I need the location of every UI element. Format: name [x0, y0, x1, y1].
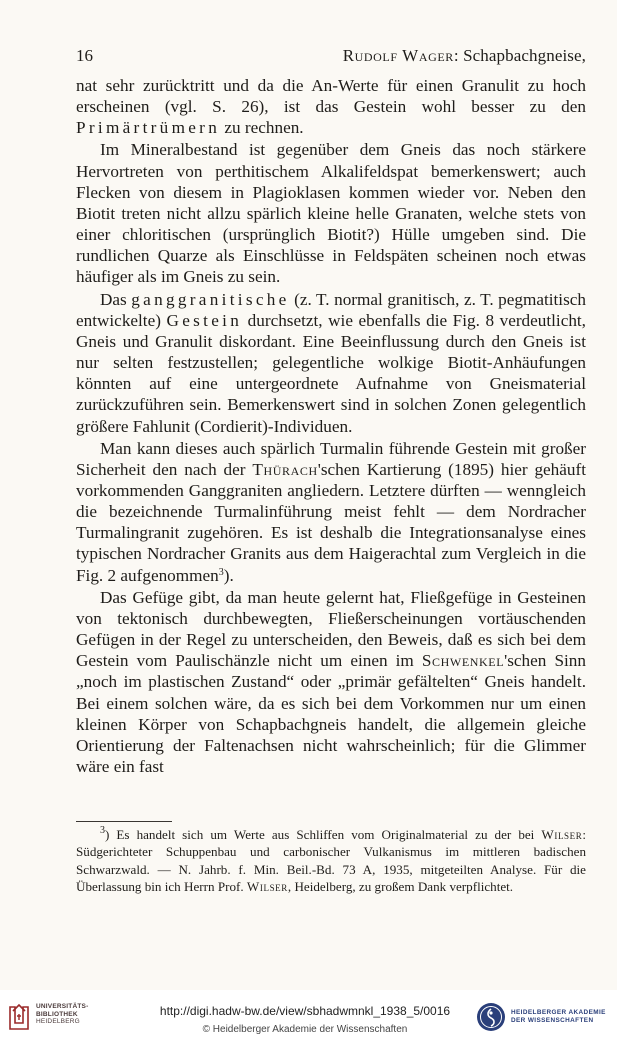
text-run: nat sehr zurücktritt und da die An-Werte für einen Granulit zu hoch erscheinen (vgl. S. 26), ist das Gestein wohl besser zu den — [76, 76, 586, 117]
text-run: 'schen Sinn „noch im plastischen Zustand“ oder „primär gefältelten“ Gneis handelt. Bei einem solchen wäre, da es sich bei dem Vorkommen nur um einen kleinen Körper von Schapbachgneis handelt, die allgemein gleiche Orientierung der Faltenachsen nicht wahrscheinlich; für die Glimmer wäre ein fast — [76, 651, 586, 776]
text-run: durchsetzt, wie ebenfalls die Fig. 8 verdeutlicht, Gneis und Granulit diskordant. Eine Beeinflussung durch den Gneis ist nur selten festzustellen; gelegentliche wolkige Biotit-Anhäufungen könnten auf eine untergeordnete Aufnahme von Gneismaterial zurückzuführen sein. Bemerkenswert sind in solchen Zonen gelegentlich größere Fahlunit (Cordierit)-Individuen. — [76, 310, 586, 436]
spaced-term: ganggranitische — [131, 289, 290, 309]
text-run: : Südgerichteter Schuppenbau und carbonischer Vulkanismus im mittleren badischen Schwarzwald. — N. Jahrb. f. Min. Beil.-Bd. 73 A, 1935, mitgeteilten Analyse. Für die Überlassung bin ich Herrn Prof. — [76, 827, 586, 895]
ub-heidelberg-logo-icon[interactable] — [8, 1003, 30, 1031]
title-separator: : — [453, 46, 459, 65]
paragraph-2: Im Mineralbestand ist gegenüber dem Gneis das noch stärkere Hervortreten von perthitischem Alkalifeldspat bemerkenswert; auch Flecken von diesem in Plagioklasen kommen wieder vor. Neben den Biotit treten nicht allzu spärlich kleine helle Granaten, welche stets von einer chloritischen (ursprünglich Biotit?) Hülle umgeben sind. Die rundlichen Quarze als Einschlüsse in Feldspäten scheinen noch etwas häufiger als im Gneis zu sein. — [76, 140, 586, 287]
text-run: ) Es handelt sich um Werte aus Schliffen vom Originalmaterial zu der bei — [105, 827, 542, 842]
running-header — [76, 46, 586, 68]
body-text — [76, 75, 586, 777]
academy-name-line: DER WISSENSCHAFTEN — [511, 1017, 594, 1024]
paragraph-1 — [76, 75, 586, 138]
author-reference: Wilser — [246, 879, 288, 895]
ub-name-line: HEIDELBERG — [36, 1018, 80, 1026]
page-number: 16 — [76, 46, 93, 65]
text-run: Das — [100, 289, 132, 309]
author-reference: Thürach — [252, 459, 318, 479]
text-run: ). — [223, 565, 234, 585]
footnote-divider — [76, 821, 172, 822]
author-reference: Wilser — [541, 827, 583, 842]
running-title-text: Schapbachgneise, — [463, 46, 586, 65]
text-run: zu rechnen. — [220, 118, 304, 138]
text-run: 'schen Kartierung (1895) hier gehäuft vorkommenden Ganggraniten angliedern. Letztere dürften — wenngleich die bezeichnende Turmalinführung meist fehlt — dem Nordracher Turmalingranit zugehören. Es ist deshalb die Integrationsanalyse eines typischen Nordracher Granits aus dem Haigerachtal zum Vergleich in die Fig. 2 aufgenommen — [76, 459, 586, 585]
copyright-notice: © Heidelberger Akademie der Wissenschaften — [202, 1024, 408, 1035]
hadw-logo-icon[interactable] — [476, 1002, 506, 1032]
text-run: (z. T. normal granitisch, z. T. pegmatitisch entwickelte) — [76, 289, 586, 330]
paragraph-4 — [76, 438, 586, 586]
author-name: Rudolf Wager — [342, 46, 454, 65]
footnote-number: 3 — [100, 825, 105, 836]
running-title — [343, 46, 586, 66]
text-run: Man kann dieses auch spärlich Turmalin führende Gestein mit großer Sicherheit den nach der — [76, 438, 586, 479]
academy-name-line: HEIDELBERGER AKADEMIE — [511, 1009, 606, 1016]
footnote — [76, 826, 586, 896]
academy-name — [511, 1009, 606, 1025]
viewer-footer — [0, 990, 617, 1041]
paragraph-3 — [76, 289, 586, 437]
ub-name-line: BIBLIOTHEK — [36, 1010, 78, 1018]
spaced-term: Gestein — [166, 310, 243, 330]
text-run: , Heidelberg, zu großem Dank verpflichtet. — [287, 879, 514, 895]
paragraph-5 — [76, 587, 586, 777]
text-run: Das Gefüge gibt, da man heute gelernt hat, Fließgefüge in Gesteinen von tektonisch durchbewegten, Fließerscheinungen vortäuschenden Gefügen in der Regel zu unterscheiden, den Beweis, daß es sich bei dem Gestein vom Paulischänzle nicht um einen im — [76, 587, 586, 671]
author-reference: Schwenkel — [421, 651, 505, 671]
footnote-marker[interactable]: 3 — [218, 566, 224, 578]
ub-name-line: UNIVERSITÄTS- — [36, 1003, 89, 1010]
ub-heidelberg-name — [36, 1003, 88, 1026]
permalink-url[interactable]: http://digi.hadw-bw.de/view/sbhadwmnkl_1938_5/0016 — [159, 1004, 451, 1018]
spaced-term: Primärtrümern — [76, 118, 221, 138]
